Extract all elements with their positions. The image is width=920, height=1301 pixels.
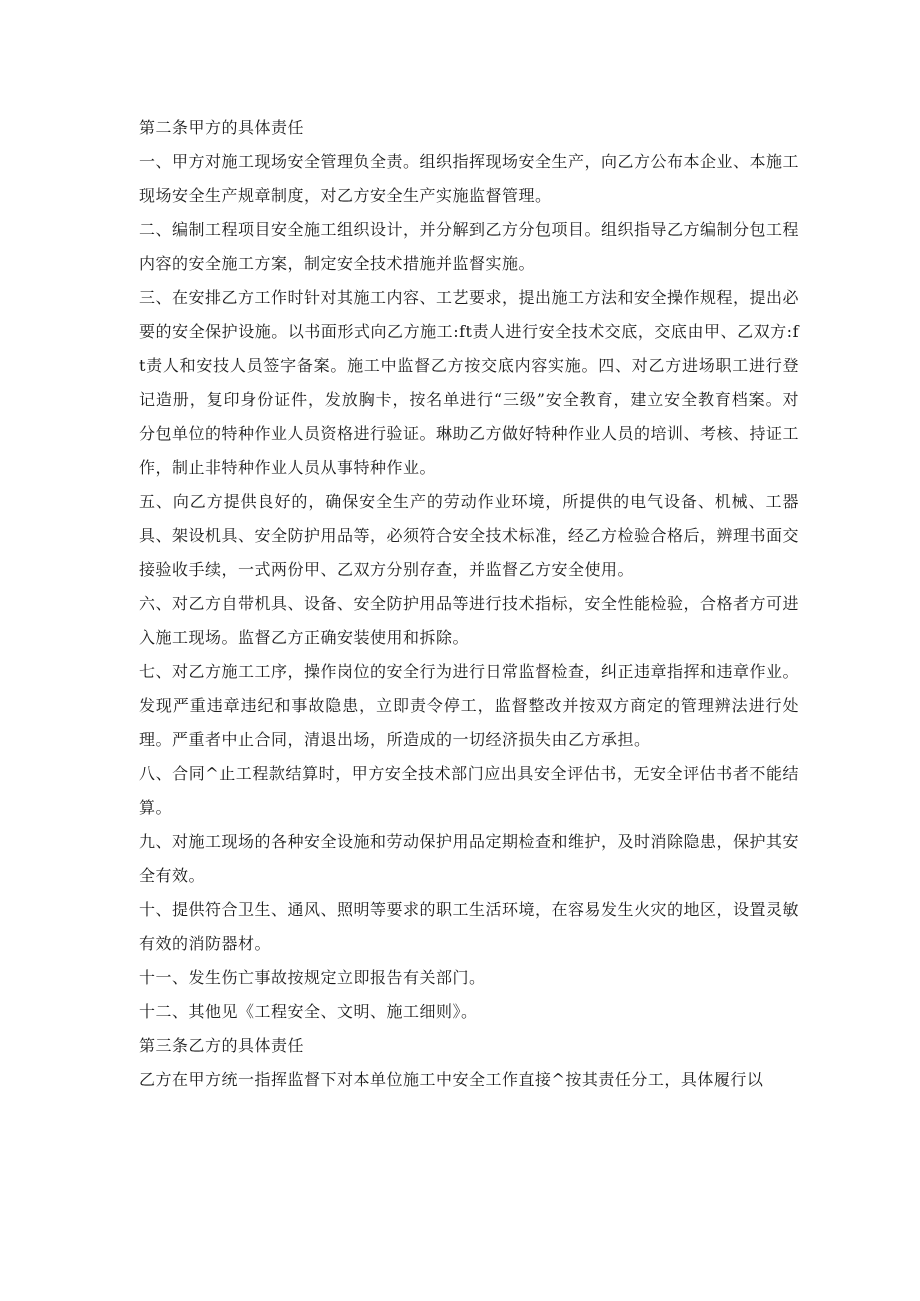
- clause-10: 十、提供符合卫生、通风、照明等要求的职工生活环境，在容易发生火灾的地区，设置灵敏有效的消防器材。: [139, 900, 800, 953]
- clause-3-4: 三、在安排乙方工作时针对其施工内容、工艺要求，提出施工方法和安全操作规程，提出必要的安全保护设施。以书面形式向乙方施工:ft责人进行安全技术交底，交底由甲、乙双方:ft责人和安技人员签字备案。施工中监督乙方按交底内容实施。四、对乙方进场职工进行登记造册，复印身份证件，发放胸卡，按名单进行“三级”安全教育，建立安全教育档案。对分包单位的特种作业人员资格进行验证。琳助乙方做好特种作业人员的培训、考核、持证工作，制止非特种作业人员从事特种作业。: [139, 288, 800, 477]
- clause-8: 八、合同^止工程款结算时，甲方安全技术部门应出具安全评估书，无安全评估书者不能结算。: [139, 764, 799, 817]
- clause-9: 九、对施工现场的各种安全设施和劳动保护用品定期检查和维护，及时消除隐患，保护其安全有效。: [139, 832, 800, 885]
- clause-1: 一、甲方对施工现场安全管理负全责。组织指挥现场安全生产，向乙方公布本企业、本施工现场安全生产规章制度，对乙方安全生产实施监督管理。: [139, 152, 800, 205]
- clause-11: 十一、发生伤亡事故按规定立即报告有关部门。: [139, 968, 486, 987]
- clause-12: 十二、其他见《工程安全、文明、施工细则》。: [139, 1002, 478, 1021]
- clause-6: 六、对乙方自带机具、设备、安全防护用品等进行技术指标，安全性能检验，合格者方可进入施工现场。监督乙方正确安装使用和拆除。: [139, 594, 800, 647]
- clause-7: 七、对乙方施工工序，操作岗位的安全行为进行日常监督检查，纠正违章指挥和违章作业。发现严重违章违纪和事故隐患，立即责令停工，监督整改并按双方商定的管理辨法进行处理。严重者中止合同，清退出场，所造成的一切经济损失由乙方承担。: [139, 662, 800, 749]
- document-page: [139, 111, 799, 1097]
- section-heading-article-3: 第三条乙方的具体责任: [139, 1036, 305, 1055]
- article-3-intro: 乙方在甲方统一指挥监督下对本单位施工中安全工作直接^按其责任分工，具体履行以: [139, 1070, 764, 1089]
- clause-2: 二、编制工程项目安全施工组织设计，并分解到乙方分包项目。组织指导乙方编制分包工程内容的安全施工方案，制定安全技术措施并监督实施。: [139, 220, 800, 273]
- clause-5: 五、向乙方提供良好的，确保安全生产的劳动作业环境，所提供的电气设备、机械、工器具、架设机具、安全防护用品等，必须符合安全技术标准，经乙方检验合格后，辨理书面交接验收手续，一式两份甲、乙双方分别存查，并监督乙方安全使用。: [139, 492, 800, 579]
- section-heading-article-2: 第二条甲方的具体责任: [139, 118, 305, 137]
